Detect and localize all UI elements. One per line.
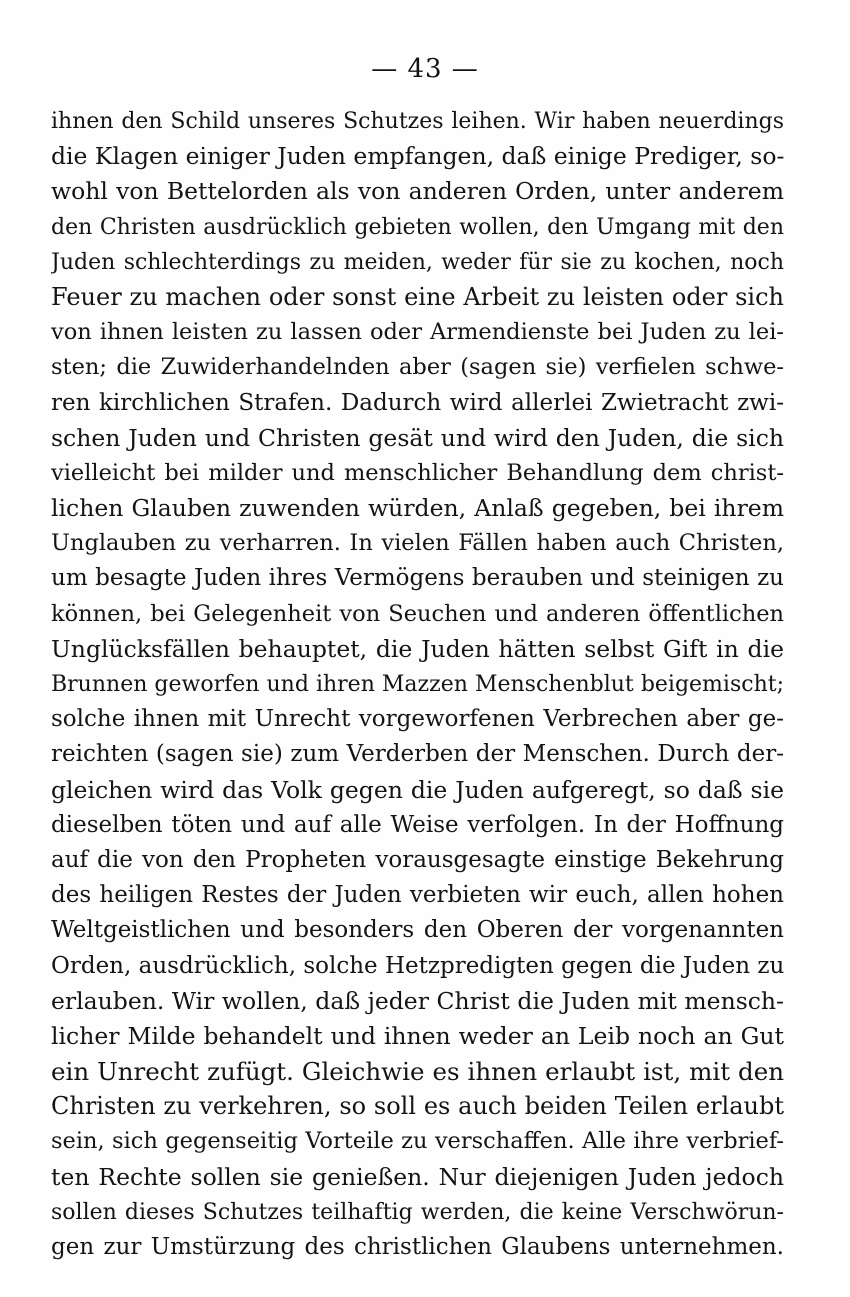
text-line: Christen zu verkehren, so soll es auch beiden Teilen erlaubt bbox=[51, 1092, 784, 1121]
page-number: — 43 — bbox=[371, 54, 479, 84]
text-line: sollen dieses Schutzes teilhaftig werden, die keine Verschwörun- bbox=[51, 1199, 784, 1225]
body-text bbox=[51, 104, 784, 1265]
text-line: ten Rechte sollen sie genießen. Nur diejenigen Juden jedoch bbox=[51, 1162, 784, 1191]
text-line: können, bei Gelegenheit von Seuchen und anderen öffentlichen bbox=[51, 600, 784, 627]
text-line: licher Milde behandelt und ihnen weder an Leib noch an Gut bbox=[51, 1021, 784, 1050]
text-line: Unglücksfällen behauptet, die Juden hätten selbst Gift in die bbox=[51, 634, 784, 663]
text-line: gleichen wird das Volk gegen die Juden aufgeregt, so daß sie bbox=[51, 775, 784, 804]
text-line: ihnen den Schild unseres Schutzes leihen. Wir haben neuerdings bbox=[51, 109, 784, 134]
text-line: den Christen ausdrücklich gebieten wollen, den Umgang mit den bbox=[51, 214, 784, 240]
text-line: des heiligen Restes der Juden verbieten wir euch, allen hohen bbox=[51, 882, 784, 909]
text-line: Weltgeistlichen und besonders den Oberen der vorgenannten bbox=[51, 917, 784, 944]
text-line: um besagte Juden ihres Vermögens berauben und steinigen zu bbox=[51, 565, 784, 592]
text-line: dieselben töten und auf alle Weise verfolgen. In der Hoffnung bbox=[51, 811, 784, 838]
text-line: Orden, ausdrücklich, solche Hetzpredigten gegen die Juden zu bbox=[51, 952, 784, 979]
text-line: Feuer zu machen oder sonst eine Arbeit zu leisten oder sich bbox=[51, 282, 784, 311]
text-line: schen Juden und Christen gesät und wird den Juden, die sich bbox=[51, 423, 784, 452]
text-line: sein, sich gegenseitig Vorteile zu verschaffen. Alle ihre verbrief- bbox=[51, 1128, 784, 1155]
text-line: reichten (sagen sie) zum Verderben der Menschen. Durch der- bbox=[51, 741, 784, 768]
text-line: die Klagen einiger Juden empfangen, daß einige Prediger, so- bbox=[51, 142, 784, 171]
text-line: auf die von den Propheten vorausgesagte einstige Bekehrung bbox=[51, 846, 784, 873]
text-line: wohl von Bettelorden als von anderen Orden, unter anderem bbox=[51, 177, 784, 206]
text-line: von ihnen leisten zu lassen oder Armendienste bei Juden zu lei- bbox=[51, 319, 784, 346]
text-line: Unglauben zu verharren. In vielen Fällen haben auch Christen, bbox=[51, 530, 784, 557]
text-line: sten; die Zuwiderhandelnden aber (sagen sie) verfielen schwe- bbox=[51, 354, 784, 381]
text-line: vielleicht bei milder und menschlicher Behandlung dem christ- bbox=[51, 459, 784, 486]
text-line: Brunnen geworfen und ihren Mazzen Menschenblut beigemischt; bbox=[51, 672, 784, 697]
text-line: Juden schlechterdings zu meiden, weder für sie zu kochen, noch bbox=[51, 249, 784, 275]
text-line: lichen Glauben zuwenden würden, Anlaß gegeben, bei ihrem bbox=[51, 494, 784, 523]
text-line: ein Unrecht zufügt. Gleichwie es ihnen erlaubt ist, mit den bbox=[51, 1057, 784, 1087]
text-line: solche ihnen mit Unrecht vorgeworfenen Verbrechen aber ge- bbox=[51, 706, 784, 733]
text-line: erlauben. Wir wollen, daß jeder Christ die Juden mit mensch- bbox=[51, 986, 784, 1015]
text-line: ren kirchlichen Strafen. Dadurch wird allerlei Zwietracht zwi- bbox=[51, 389, 784, 416]
text-line: gen zur Umstürzung des christlichen Glaubens unternehmen. bbox=[51, 1234, 784, 1260]
